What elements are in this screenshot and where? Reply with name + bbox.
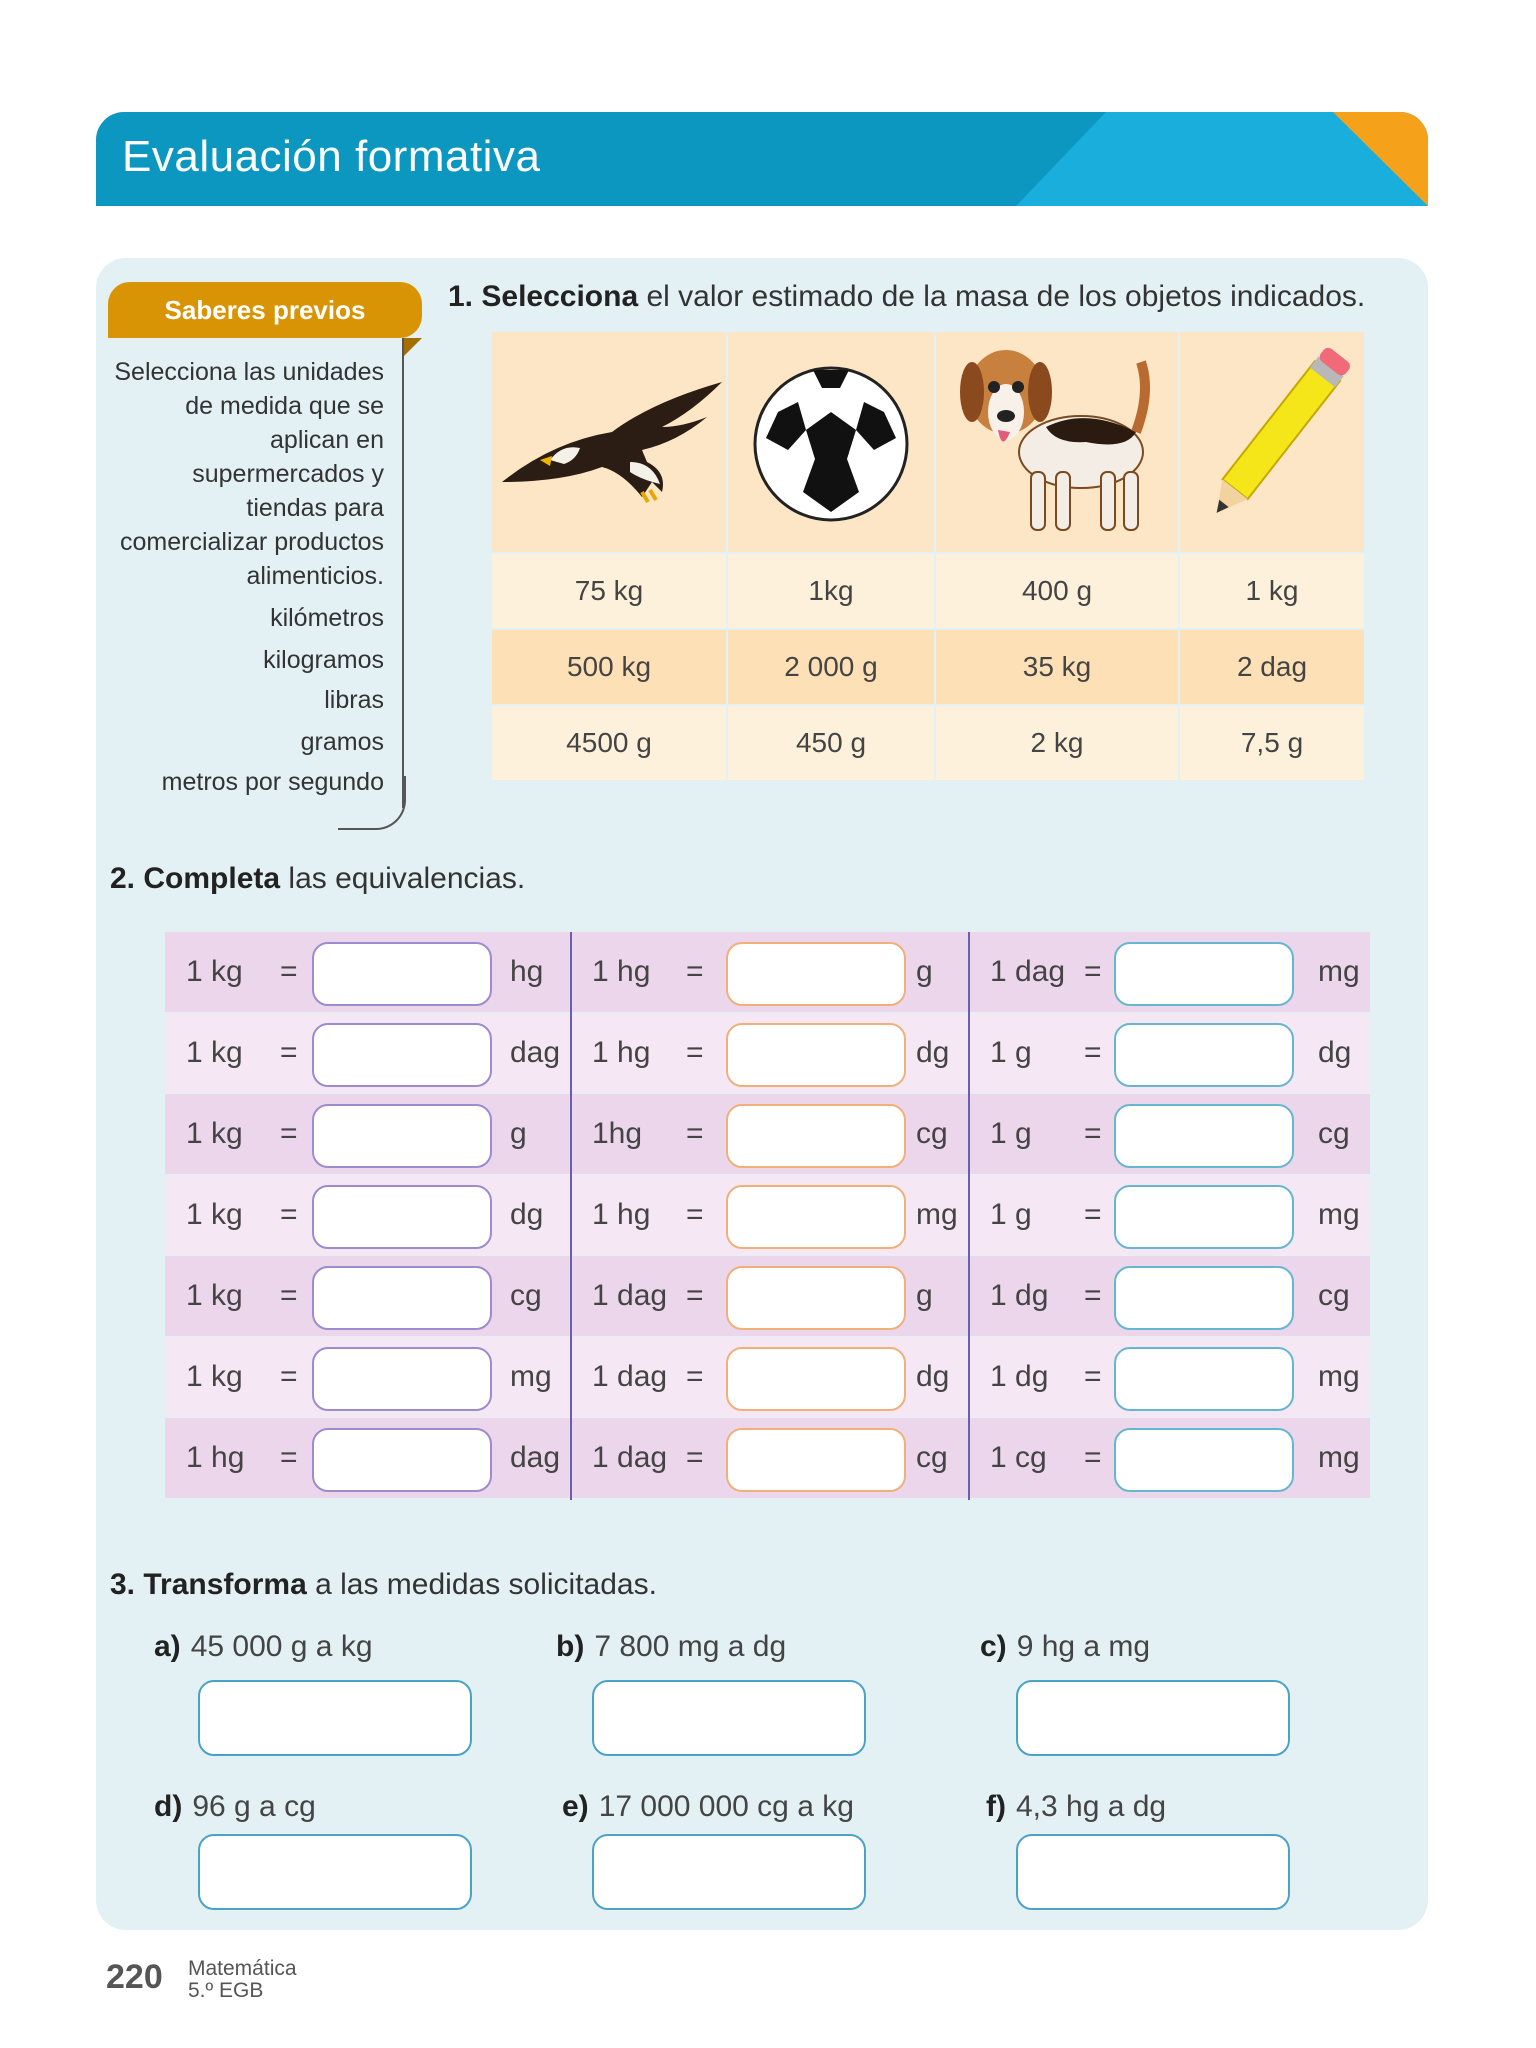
equivalence-unit: mg: [1318, 1198, 1360, 1231]
equivalence-unit: cg: [1318, 1279, 1350, 1312]
equals-sign: =: [686, 1117, 704, 1150]
eagle-cell: [492, 332, 726, 552]
answer-input[interactable]: [726, 1023, 906, 1087]
equivalence-source: 1 dg: [990, 1279, 1049, 1312]
equivalence-unit: mg: [1318, 1360, 1360, 1393]
equivalence-unit: hg: [510, 955, 544, 988]
transform-answer-box[interactable]: [592, 1680, 866, 1756]
answer-input[interactable]: [1114, 1104, 1294, 1168]
item-letter: c): [980, 1630, 1007, 1663]
equivalence-source: 1hg: [592, 1117, 643, 1150]
item-text: 45 000 g a kg: [190, 1630, 373, 1663]
answer-input[interactable]: [1114, 1266, 1294, 1330]
equals-sign: =: [280, 1441, 298, 1474]
transform-item-label: [980, 1630, 1150, 1664]
equals-sign: =: [280, 1198, 298, 1231]
item-text: 9 hg a mg: [1016, 1630, 1151, 1663]
tab-fold: [404, 338, 422, 356]
answer-input[interactable]: [726, 942, 906, 1006]
equals-sign: =: [1084, 955, 1102, 988]
equals-sign: =: [280, 1279, 298, 1312]
equals-sign: =: [280, 1117, 298, 1150]
saberes-prompt-line: tiendas para: [246, 494, 384, 522]
equivalence-unit: cg: [916, 1117, 948, 1150]
equivalence-unit: dag: [510, 1036, 561, 1069]
saberes-option[interactable]: gramos: [300, 728, 384, 756]
answer-input[interactable]: [726, 1428, 906, 1492]
equivalence-unit: dg: [1318, 1036, 1352, 1069]
equivalence-unit: dg: [916, 1360, 950, 1393]
saberes-prompt-line: alimenticios.: [246, 562, 384, 590]
equivalence-source: 1 g: [990, 1036, 1032, 1069]
equivalence-unit: dag: [510, 1441, 561, 1474]
equivalence-source: 1 dag: [592, 1279, 668, 1312]
question-3-verb: Transforma: [143, 1568, 307, 1601]
equivalence-source: 1 g: [990, 1198, 1032, 1231]
answer-input[interactable]: [312, 1023, 492, 1087]
equivalence-source: 1 dag: [592, 1441, 668, 1474]
equivalence-unit: mg: [916, 1198, 958, 1231]
equivalence-source: 1 kg: [186, 955, 243, 988]
pencil-icon[interactable]: [1180, 332, 1364, 552]
question-2-heading: 2. Completa las equivalencias.: [110, 862, 526, 895]
subject-label: Matemática 5.º EGB: [188, 1957, 297, 2002]
mass-option[interactable]: 2 dag: [1180, 630, 1364, 704]
equivalence-source: 1 g: [990, 1117, 1032, 1150]
transform-item-label: [154, 1630, 373, 1664]
mass-option[interactable]: 1kg: [728, 554, 934, 628]
item-text: 7 800 mg a dg: [594, 1630, 787, 1663]
mass-option[interactable]: 400 g: [936, 554, 1178, 628]
mass-option[interactable]: 75 kg: [492, 554, 726, 628]
answer-input[interactable]: [312, 1266, 492, 1330]
page-number: 220: [106, 1958, 163, 1996]
question-1-verb: Selecciona: [481, 280, 639, 313]
equivalence-unit: mg: [510, 1360, 552, 1393]
item-letter: f): [986, 1790, 1006, 1823]
item-letter: d): [154, 1790, 183, 1823]
answer-input[interactable]: [726, 1347, 906, 1411]
saberes-prompt-line: de medida que se: [185, 392, 384, 420]
mass-option[interactable]: 4500 g: [492, 706, 726, 780]
page-title: Evaluación formativa: [122, 132, 541, 181]
answer-input[interactable]: [726, 1185, 906, 1249]
item-letter: e): [562, 1790, 589, 1823]
mass-option[interactable]: 35 kg: [936, 630, 1178, 704]
soccer-ball-icon[interactable]: [728, 332, 934, 552]
equivalence-source: 1 hg: [186, 1441, 245, 1474]
saberes-option[interactable]: metros por segundo: [161, 768, 384, 796]
equals-sign: =: [686, 1198, 704, 1231]
equivalence-unit: cg: [916, 1441, 948, 1474]
question-3-heading: 3. Transforma a las medidas solicitadas.: [110, 1568, 657, 1601]
answer-input[interactable]: [726, 1266, 906, 1330]
equals-sign: =: [1084, 1360, 1102, 1393]
transform-answer-box[interactable]: [1016, 1680, 1290, 1756]
equals-sign: =: [686, 1360, 704, 1393]
equivalence-unit: dg: [510, 1198, 544, 1231]
transform-item-label: [154, 1790, 316, 1824]
equivalence-source: 1 kg: [186, 1198, 243, 1231]
answer-input[interactable]: [1114, 1023, 1294, 1087]
item-letter: a): [154, 1630, 181, 1663]
answer-input[interactable]: [312, 1104, 492, 1168]
transform-item-label: [986, 1790, 1166, 1824]
equals-sign: =: [1084, 1198, 1102, 1231]
equivalence-unit: mg: [1318, 1441, 1360, 1474]
answer-input[interactable]: [312, 1185, 492, 1249]
answer-input[interactable]: [312, 1347, 492, 1411]
dog-icon[interactable]: [936, 332, 1178, 552]
grade-label: 5.º EGB: [188, 1979, 264, 2002]
equivalence-source: 1 dg: [990, 1360, 1049, 1393]
equivalence-source: 1 dag: [592, 1360, 668, 1393]
equivalence-source: 1 hg: [592, 1036, 651, 1069]
dua-title: DUA: [1191, 10, 1259, 45]
equivalence-source: 1 cg: [990, 1441, 1047, 1474]
equivalence-unit: dg: [916, 1036, 950, 1069]
item-text: 96 g a cg: [192, 1790, 316, 1823]
saberes-option[interactable]: libras: [324, 686, 384, 714]
answer-input[interactable]: [312, 942, 492, 1006]
saberes-prompt-line: supermercados y: [192, 460, 384, 488]
column-divider: [968, 932, 970, 1500]
saberes-option[interactable]: kilogramos: [263, 646, 384, 674]
equivalence-source: 1 hg: [592, 955, 651, 988]
equals-sign: =: [686, 1441, 704, 1474]
transform-answer-box[interactable]: [198, 1680, 472, 1756]
equivalence-unit: mg: [1318, 955, 1360, 988]
equals-sign: =: [1084, 1036, 1102, 1069]
answer-input[interactable]: [1114, 1428, 1294, 1492]
equals-sign: =: [280, 1036, 298, 1069]
equivalence-source: 1 kg: [186, 1360, 243, 1393]
equals-sign: =: [686, 1036, 704, 1069]
answer-input[interactable]: [726, 1104, 906, 1168]
equals-sign: =: [1084, 1279, 1102, 1312]
equivalence-source: 1 kg: [186, 1036, 243, 1069]
equivalence-source: 1 hg: [592, 1198, 651, 1231]
mass-option[interactable]: 450 g: [728, 706, 934, 780]
answer-input[interactable]: [312, 1428, 492, 1492]
transform-answer-box[interactable]: [592, 1834, 866, 1910]
saberes-prompt-line: aplican en: [270, 426, 384, 454]
equivalence-unit: g: [916, 1279, 933, 1312]
dog-cell: [936, 332, 1178, 552]
saberes-option[interactable]: kilómetros: [270, 604, 384, 632]
column-divider: [570, 932, 572, 1500]
transform-answer-box[interactable]: [1016, 1834, 1290, 1910]
equivalence-unit: g: [916, 955, 933, 988]
equivalence-source: 1 kg: [186, 1279, 243, 1312]
saberes-previos-tab: Saberes previos: [108, 282, 422, 338]
equals-sign: =: [1084, 1117, 1102, 1150]
question-1-heading: 1. Selecciona el valor estimado de la masa de los objetos indicados.: [448, 280, 1366, 313]
mass-option[interactable]: 2 000 g: [728, 630, 934, 704]
equivalence-unit: cg: [510, 1279, 542, 1312]
equals-sign: =: [1084, 1441, 1102, 1474]
transform-item-label: [562, 1790, 854, 1824]
mass-option[interactable]: 7,5 g: [1180, 706, 1364, 780]
mass-option[interactable]: 1 kg: [1180, 554, 1364, 628]
transform-answer-box[interactable]: [198, 1834, 472, 1910]
equivalence-unit: cg: [1318, 1117, 1350, 1150]
mass-option[interactable]: 2 kg: [936, 706, 1178, 780]
item-letter: b): [556, 1630, 585, 1663]
equals-sign: =: [280, 955, 298, 988]
equals-sign: =: [686, 955, 704, 988]
equivalence-unit: g: [510, 1117, 527, 1150]
item-text: 17 000 000 cg a kg: [598, 1790, 854, 1823]
answer-input[interactable]: [1114, 1347, 1294, 1411]
saberes-prompt-line: Selecciona las unidades: [114, 358, 384, 386]
equivalence-source: 1 dag: [990, 955, 1066, 988]
equivalence-source: 1 kg: [186, 1117, 243, 1150]
dua-subtitle: Acción y expresión: [1110, 50, 1350, 80]
equals-sign: =: [280, 1360, 298, 1393]
mass-option[interactable]: 500 kg: [492, 630, 726, 704]
item-text: 4,3 hg a dg: [1015, 1790, 1167, 1823]
answer-input[interactable]: [1114, 1185, 1294, 1249]
transform-item-label: [556, 1630, 786, 1664]
header-banner: [96, 112, 1428, 206]
question-2-verb: Completa: [143, 862, 281, 895]
saberes-prompt-line: comercializar productos: [120, 528, 384, 556]
answer-input[interactable]: [1114, 942, 1294, 1006]
pencil-cell: [1180, 332, 1364, 552]
equals-sign: =: [686, 1279, 704, 1312]
ball-cell: [728, 332, 934, 552]
eagle-icon[interactable]: [492, 332, 726, 552]
saberes-border: [402, 338, 404, 808]
